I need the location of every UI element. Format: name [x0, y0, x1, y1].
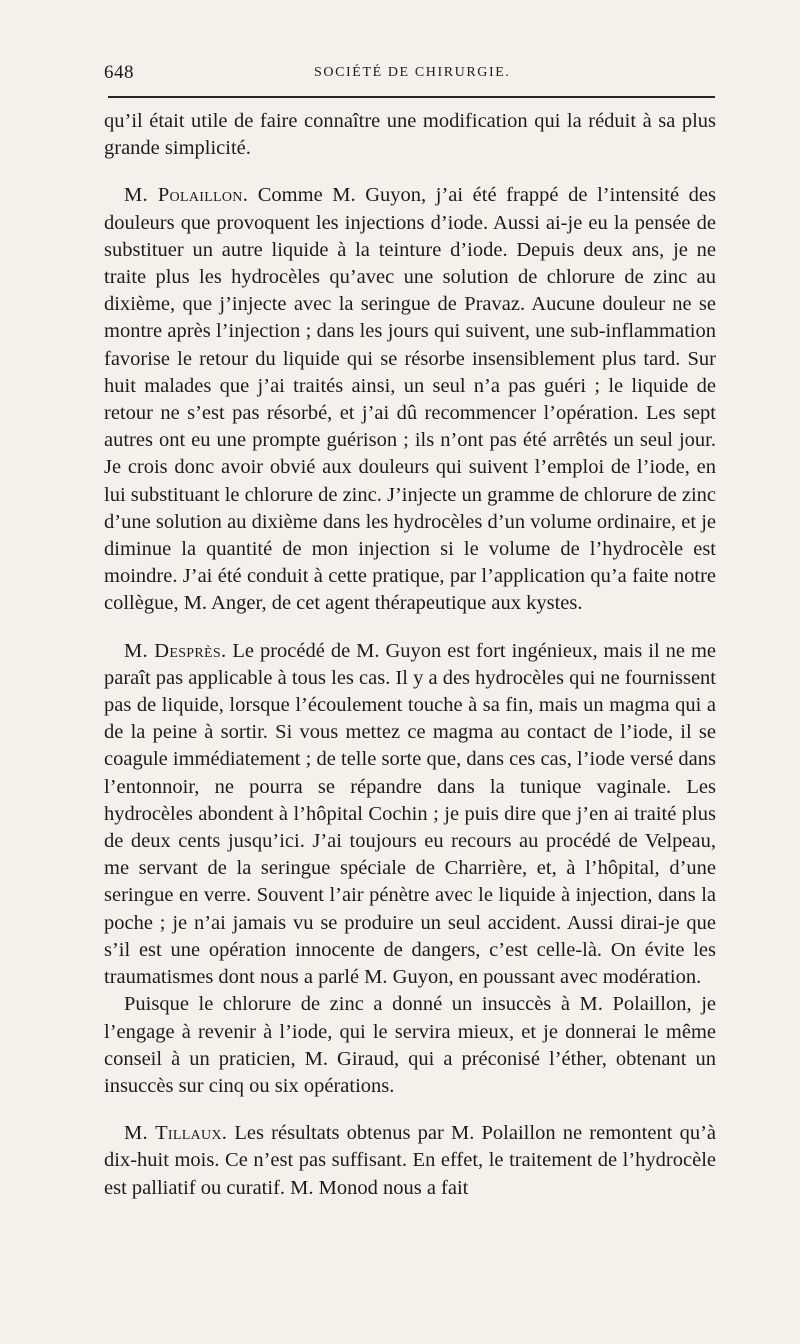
- paragraph-text: Puisque le chlorure de zinc a donné un insuccès à M. Polaillon, je l’engage à revenir à l’iode, qui le servira mieux, et je donnerai le même conseil à un praticien, M. Giraud, qui a préconisé l’éther, obtenant un insuccès sur cinq ou six opérations.: [104, 993, 716, 1097]
- speaker-name: M. Polaillon.: [124, 184, 249, 207]
- paragraph-text: Le procédé de M. Guyon est fort ingénieux, mais il ne me paraît pas applicable à tous les cas. Il y a des hydrocèles qui ne fournissent pas de liquide, lorsque l’écoulement touche à sa fin, mais un magma qui a de la peine à sortir. Si vous mettez ce magma au contact de l’iode, il se coagule immédiatement ; de telle sorte que, dans ces cas, l’iode versé dans l’entonnoir, ne pourra se répandre dans la tunique vaginale. Les hydrocèles abondent à l’hôpital Cochin ; je puis dire que j’en ai traité plus de deux cents jusqu’ici. J’ai toujours eu recours au procédé de Velpeau, me servant de la seringue spéciale de Charrière, et, à l’hôpital, d’une seringue en verre. Souvent l’air pénètre avec le liquide à injection, dans la poche ; je n’ai jamais vu se produire un seul accident. Aussi dirai-je que s’il est une opération innocente de dangers, c’est celle-là. On évite les traumatismes dont nous a parlé M. Guyon, en poussant avec modération.: [104, 639, 716, 989]
- speaker-name: M. Desprès.: [124, 639, 227, 662]
- paragraph-despres-continued: [104, 991, 716, 1100]
- body-text: [104, 108, 716, 1202]
- paragraph-tillaux: [104, 1120, 716, 1202]
- paragraph-text: Comme M. Guyon, j’ai été frappé de l’intensité des douleurs que provoquent les injections d’iode. Aussi ai-je eu la pensée de substituer un autre liquide à la teinture d’iode. Depuis deux ans, je ne traite plus les hydrocèles qu’avec une solution de chlorure de zinc au dixième, que j’injecte avec la seringue de Pravaz. Aucune douleur ne se montre après l’injection ; dans les jours qui suivent, une sub-inflammation favorise le retour du liquide qui se résorbe insensiblement plus tard. Sur huit malades que j’ai traités ainsi, un seul n’a pas guéri ; le liquide de retour ne s’est pas résorbé, et j’ai dû recommencer l’opération. Les sept autres ont eu une prompte guérison ; ils n’ont pas été arrêtés un seul jour. Je crois donc avoir obvié aux douleurs qui suivent l’emploi de l’iode, en lui substituant le chlorure de zinc. J’injecte un gramme de chlorure de zinc d’une solution au dixième dans les hydrocèles d’un volume ordinaire, et je diminue la quantité de mon injection si le volume de l’hydrocèle est moindre. J’ai été conduit à cette pratique, par l’application qu’a faite notre collègue, M. Anger, de cet agent thérapeutique aux kystes.: [104, 184, 716, 615]
- header-rule: [108, 96, 715, 98]
- page-header: [104, 58, 714, 88]
- paragraph-polaillon: [104, 182, 716, 617]
- paragraph-continuation: [104, 108, 716, 162]
- paragraph-despres: [104, 638, 716, 992]
- running-head: SOCIÉTÉ DE CHIRURGIE.: [314, 65, 511, 80]
- page-number: 648: [104, 62, 134, 83]
- speaker-name: M. Tillaux.: [124, 1122, 228, 1145]
- paragraph-text: qu’il était utile de faire connaître une modification qui la réduit à sa plus grande simplicité.: [104, 110, 716, 160]
- paragraph-text: Les résultats obtenus par M. Polaillon ne remontent qu’à dix-huit mois. Ce n’est pas suffisant. En effet, le traitement de l’hydrocèle est palliatif ou curatif. M. Monod nous a fait: [104, 1122, 716, 1199]
